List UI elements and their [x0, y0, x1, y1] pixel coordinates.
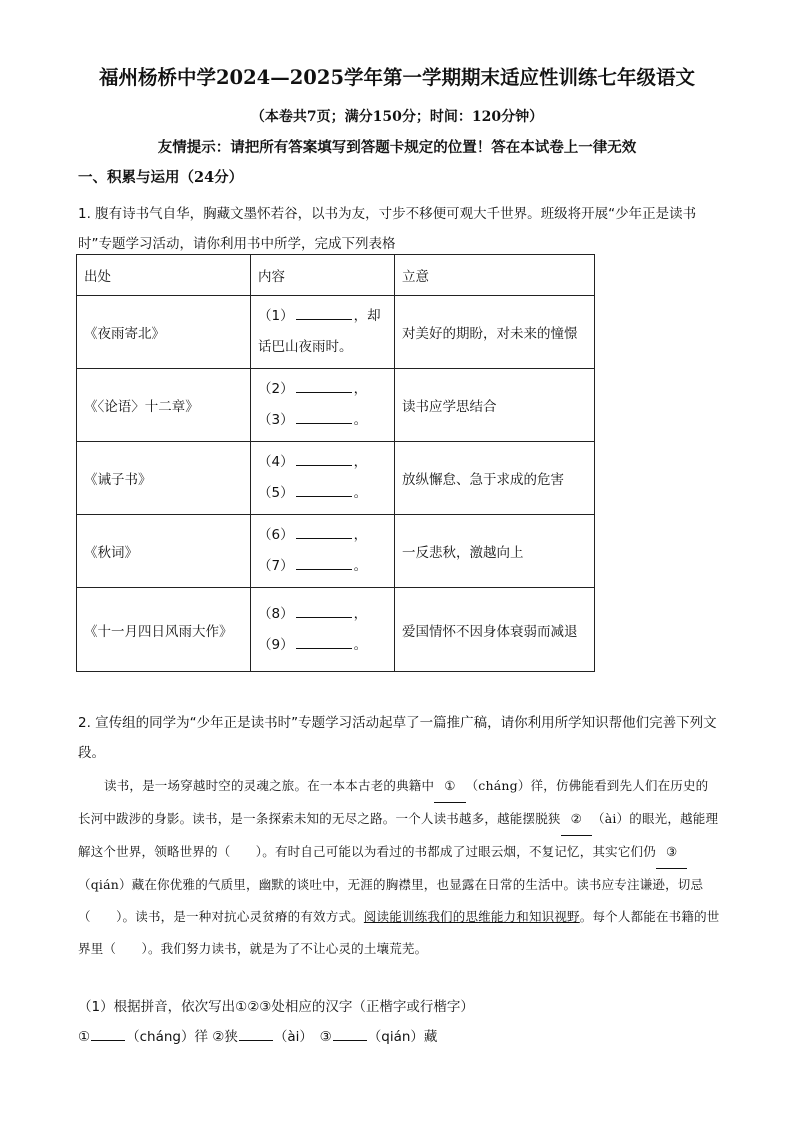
reading-passage	[78, 770, 720, 965]
table-cell-content	[251, 515, 395, 588]
answer-blank[interactable]	[296, 451, 352, 466]
table-cell-source: 《夜雨寄北》	[77, 296, 251, 369]
punctuation: 。	[353, 485, 368, 501]
passage-text: 读书，是一场穿越时空的灵魂之旅。在一本本古老的典籍中	[104, 778, 435, 793]
blank-number: （5）	[258, 485, 294, 501]
answer-blank[interactable]	[296, 378, 352, 393]
passage-text: （ài）的眼光，越能理解这个世界，领略世界的（ ）。有时自己可能以为看过的书都成了过眼云烟，不复记忆，其实它们仍	[78, 811, 719, 859]
table-cell-meaning: 爱国情怀不因身体衰弱而减退	[395, 588, 595, 672]
punctuation: ，却	[353, 308, 381, 324]
table-header-row	[77, 255, 595, 296]
blank-marker-2[interactable]: ②	[561, 803, 592, 836]
answer-blank[interactable]	[296, 555, 352, 570]
table-cell-meaning: 一反悲秋，激越向上	[395, 515, 595, 588]
passage-text: （qián）藏在你优雅的气质里，幽默的谈吐中，无涯的胸襟里，也显露在日常的生活中。读书应专注谦逊，切忌（ ）。读书，是一种对抗心灵贫瘠的有效方式。	[78, 877, 704, 924]
answer-blank[interactable]	[296, 482, 352, 497]
punctuation: 。	[353, 636, 368, 653]
exam-title: 福州杨桥中学2024—2025学年第一学期期末适应性训练七年级语文	[98, 66, 696, 89]
answer-blank[interactable]	[296, 409, 352, 424]
punctuation: ，	[353, 381, 368, 397]
subquestion-1: （1）根据拼音，依次写出①②③处相应的汉字（正楷字或行楷字）	[78, 999, 474, 1015]
table-header-meaning: 立意	[395, 255, 595, 296]
punctuation: ，	[353, 605, 368, 622]
table-cell-source: 《十一月四日风雨大作》	[77, 588, 251, 672]
question-2-stem: 2. 宣传组的同学为“少年正是读书时”专题学习活动起草了一篇推广稿，请你利用所学知识帮他们完善下列文段。	[78, 715, 717, 761]
table-row	[77, 588, 595, 672]
question-1-stem: 1. 腹有诗书气自华，胸藏文墨怀若谷，以书为友，寸步不移便可观大千世界。班级将开展“少年正是读书时”专题学习活动，请你利用书中所学，完成下列表格	[78, 206, 697, 252]
blank-number: （2）	[258, 381, 294, 397]
answer-text: （cháng）徉 ②狭	[126, 1029, 238, 1045]
blank-number: （3）	[258, 412, 294, 428]
answer-number: ①	[78, 1029, 91, 1045]
table-cell-content	[251, 369, 395, 442]
section-heading: 一、积累与运用（24分）	[78, 169, 244, 186]
exam-tip: 友情提示：请把所有答案填写到答题卡规定的位置！答在本试卷上一律无效	[157, 139, 637, 156]
table-row	[77, 515, 595, 588]
content-line: 话巴山夜雨时。	[258, 339, 353, 355]
blank-number: （6）	[258, 527, 294, 543]
table-cell-content	[251, 442, 395, 515]
blank-marker-1[interactable]: ①	[434, 770, 465, 803]
answer-blank[interactable]	[296, 524, 352, 539]
blank-number: （7）	[258, 558, 294, 574]
blank-number: （4）	[258, 454, 294, 470]
table-row	[77, 442, 595, 515]
quote-table	[76, 254, 595, 672]
answer-text: （ài） ③	[273, 1029, 332, 1045]
table-header-content: 内容	[251, 255, 395, 296]
passage-text: （cháng）徉，仿佛能看到先人们在历史的长河中跋涉的身影。读书，是一条探索未知的无尽之路。一个人读书越多，越能摆脱狭	[78, 778, 709, 826]
blank-marker-3[interactable]: ③	[656, 836, 687, 869]
table-cell-source: 《诫子书》	[77, 442, 251, 515]
punctuation: 。	[353, 558, 368, 574]
answer-blank[interactable]	[296, 305, 352, 320]
answer-blank[interactable]	[296, 603, 352, 618]
answer-blank[interactable]	[91, 1026, 125, 1041]
passage-text: 。每个人都能在书籍的世界里（ ）。我们努力读书，就是为了不让心灵的土壤荒芜。	[78, 909, 720, 956]
table-cell-meaning: 读书应学思结合	[395, 369, 595, 442]
blank-number: （8）	[258, 605, 294, 622]
punctuation: ，	[353, 527, 368, 543]
underlined-sentence: 阅读能训练我们的思维能力和知识视野	[363, 909, 580, 924]
answer-line	[78, 1022, 720, 1052]
blank-number: （9）	[258, 636, 294, 653]
answer-text: （qián）藏	[367, 1029, 438, 1045]
punctuation: ，	[353, 454, 368, 470]
table-cell-meaning: 对美好的期盼，对未来的憧憬	[395, 296, 595, 369]
table-row	[77, 296, 595, 369]
answer-blank[interactable]	[333, 1026, 367, 1041]
answer-blank[interactable]	[239, 1026, 273, 1041]
table-header-source: 出处	[77, 255, 251, 296]
table-cell-content	[251, 588, 395, 672]
exam-subtitle: （本卷共7页；满分150分；时间：120分钟）	[250, 109, 544, 125]
answer-blank[interactable]	[296, 634, 352, 649]
table-row	[77, 369, 595, 442]
blank-number: （1）	[258, 308, 294, 324]
punctuation: 。	[353, 412, 368, 428]
table-cell-meaning: 放纵懈怠、急于求成的危害	[395, 442, 595, 515]
table-cell-source: 《秋词》	[77, 515, 251, 588]
table-cell-source: 《〈论语〉十二章》	[77, 369, 251, 442]
table-cell-content	[251, 296, 395, 369]
